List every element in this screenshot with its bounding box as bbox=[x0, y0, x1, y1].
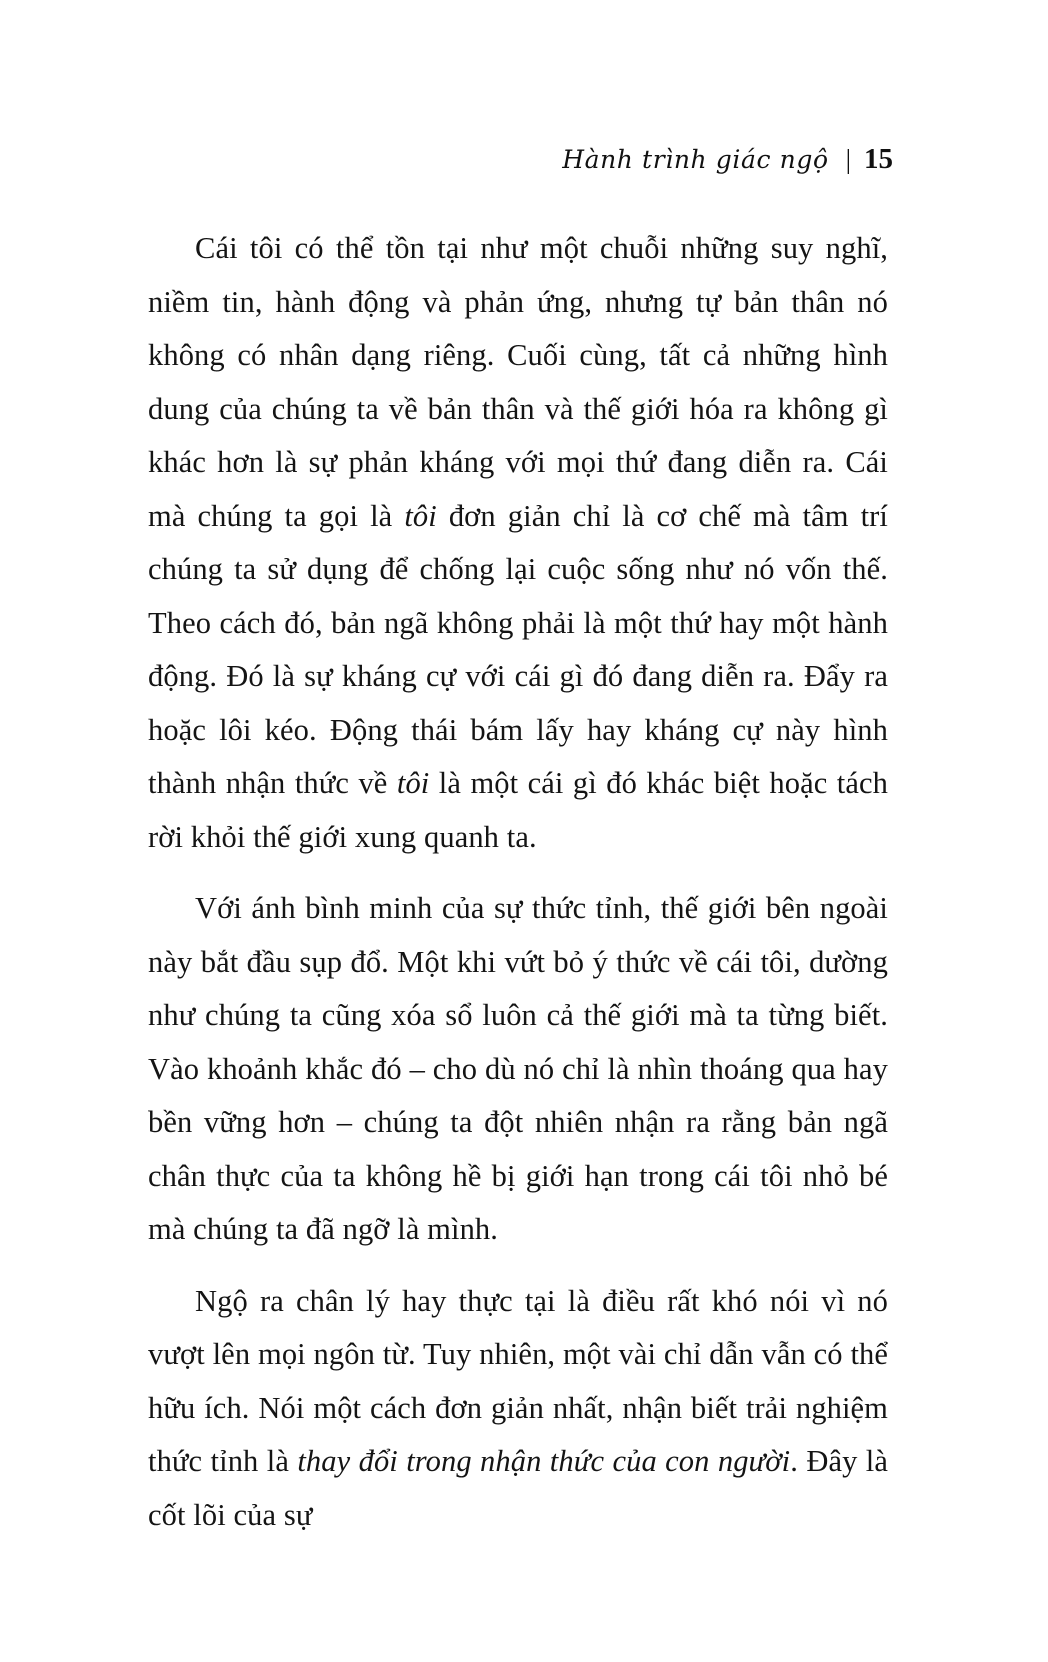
body-text bbox=[148, 222, 888, 1542]
emphasis-text: tôi bbox=[396, 766, 430, 800]
paragraph bbox=[148, 1275, 888, 1543]
text-run: là một cái gì đó khác biệt hoặc tách rời khỏi thế giới xung quanh ta. bbox=[148, 766, 888, 854]
text-run: đơn giản chỉ là cơ chế mà tâm trí chúng ta sử dụng để chống lại cuộc sống như nó vốn thế. Theo cách đó, bản ngã không phải là một thứ hay một hành động. Đó là sự kháng cự với cái gì đó đang diễn ra. Đẩy ra hoặc lôi kéo. Động thái bám lấy hay kháng cự này hình thành nhận thức về bbox=[148, 498, 889, 800]
emphasis-text: tôi bbox=[404, 498, 437, 533]
paragraph bbox=[148, 222, 888, 864]
running-head-separator: | bbox=[845, 144, 851, 174]
emphasis-text: thay đổi trong nhận thức của con người bbox=[297, 1444, 791, 1478]
running-head bbox=[562, 143, 893, 176]
text-run: Ngộ ra chân lý hay thực tại là điều rất khó nói vì nó vượt lên mọi ngôn từ. Tuy nhiên, một vài chỉ dẫn vẫn có thể hữu ích. Nói một cách đơn giản nhất, nhận biết trải nghiệm thức tỉnh là bbox=[148, 1283, 888, 1478]
text-run: . Đây là cốt lõi của sự bbox=[148, 1444, 888, 1532]
page-number: 15 bbox=[864, 143, 893, 175]
running-head-title: Hành trình giác ngộ bbox=[562, 145, 829, 174]
text-run: Với ánh bình minh của sự thức tỉnh, thế giới bên ngoài này bắt đầu sụp đổ. Một khi vứt bỏ ý thức về cái tôi, dường như chúng ta cũng xóa sổ luôn cả thế giới mà ta từng biết. Vào khoảnh khắc đó – cho dù nó chỉ là nhìn thoáng qua hay bền vững hơn – chúng ta đột nhiên nhận ra rằng bản ngã chân thực của ta không hề bị giới hạn trong cái tôi nhỏ bé mà chúng ta đã ngỡ là mình. bbox=[148, 891, 888, 1246]
paragraph bbox=[148, 882, 888, 1257]
text-run: Cái tôi có thể tồn tại như một chuỗi những suy nghĩ, niềm tin, hành động và phản ứng, nhưng tự bản thân nó không có nhân dạng riêng. Cuối cùng, tất cả những hình dung của chúng ta về bản thân và thế giới hóa ra không gì khác hơn là sự phản kháng với mọi thứ đang diễn ra. Cái mà chúng ta gọi là bbox=[148, 231, 888, 533]
